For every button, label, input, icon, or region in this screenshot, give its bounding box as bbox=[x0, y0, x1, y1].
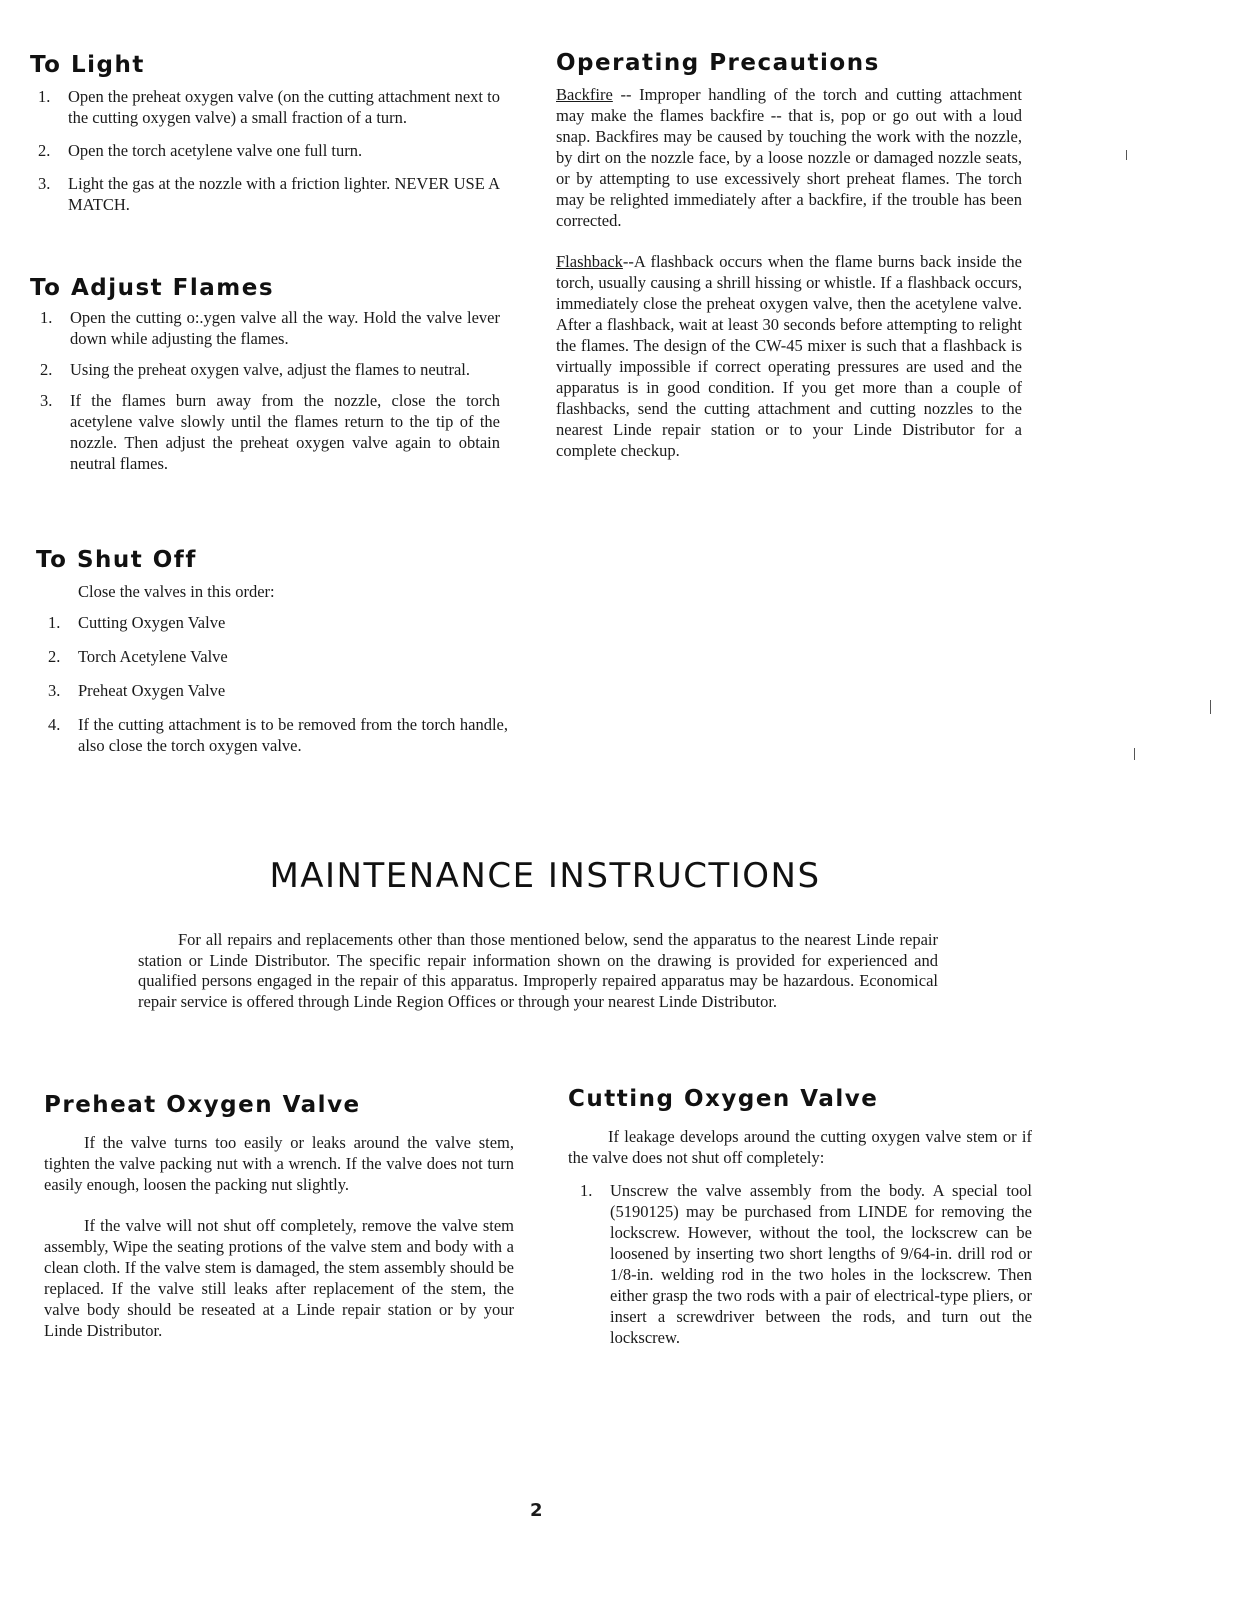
list-item: 4. If the cutting attachment is to be removed from the torch handle, also close the torch oxygen valve. bbox=[48, 715, 508, 755]
flashback-text: --A flashback occurs when the flame burns back inside the torch, usually causing a shrill hissing or whistle. If a flashback occurs, immediately close the preheat oxygen valve, then the acetylene valve. After a flashback, wait at least 30 seconds before attempting to relight the flames. The design of the CW-45 mixer is such that a flashback is virtually impossible if correct operating pressures are used and the apparatus is in good condition. If you get more than a couple of flashbacks, send the cutting attachment and cutting nozzles to the nearest Linde repair station or to your Linde Distributor for a complete checkup. bbox=[556, 252, 1022, 460]
precautions-section bbox=[556, 50, 1022, 461]
list-item: 3. If the flames burn away from the nozzle, close the torch acetylene valve slowly until the flames return to the tip of the nozzle. Then adjust the preheat oxygen valve again to obtain neutral flames. bbox=[40, 391, 500, 473]
preheat-valve-p2: If the valve will not shut off completely, remove the valve stem assembly, Wipe the seating protions of the valve stem and body with a clean cloth. If the valve stem is damaged, the stem assembly should be replaced. If the valve still leaks after replacement of the stem, the valve body should be reseated at a Linde repair station or by your Linde Distributor. bbox=[44, 1216, 514, 1340]
list-item: 1. Open the cutting o:.ygen valve all the way. Hold the valve lever down while adjusting the flames. bbox=[40, 308, 500, 348]
list-item-text: Open the cutting o:.ygen valve all the way. Hold the valve lever down while adjusting the flames. bbox=[70, 308, 500, 348]
list-item: 3. Preheat Oxygen Valve bbox=[48, 680, 508, 701]
scan-mark bbox=[1126, 150, 1127, 160]
list-item: 2. Open the torch acetylene valve one full turn. bbox=[38, 140, 500, 161]
shut-off-heading: To Shut Off bbox=[36, 547, 197, 573]
maintenance-title: MAINTENANCE INSTRUCTIONS bbox=[269, 856, 821, 896]
list-item-text: Unscrew the valve assembly from the body. A special tool (5190125) may be purchased from LINDE for removing the lockscrew. However, without the tool, the lockscrew can be loosened by inserting two short lengths of 9/64-in. drill rod or 1/8-in. welding rod in the two holes in the lockscrew. Then either grasp the two rods with a pair of electrical-type pliers, or insert a screwdriver between the rods, and turn out the lockscrew. bbox=[610, 1181, 1032, 1347]
maintenance-intro: For all repairs and replacements other than those mentioned below, send the apparatus to the nearest Linde repair station or Linde Distributor. The specific repair information shown on the drawing is provided for experienced and qualified persons engaged in the repair of this apparatus. Improperly repaired apparatus may be hazardous. Economical repair service is offered through Linde Region Offices or through your nearest Linde Distributor. bbox=[138, 930, 938, 1011]
cutting-valve-heading: Cutting Oxygen Valve bbox=[568, 1086, 879, 1112]
backfire-term: Backfire bbox=[556, 85, 613, 104]
shut-off-section bbox=[36, 547, 508, 756]
scan-mark bbox=[1134, 748, 1135, 760]
to-light-heading: To Light bbox=[30, 52, 145, 78]
list-item-text: Open the torch acetylene valve one full turn. bbox=[68, 141, 363, 160]
to-light-section bbox=[30, 52, 500, 215]
list-item-text: If the flames burn away from the nozzle, close the torch acetylene valve slowly until the flames return to the tip of the nozzle. Then adjust the preheat oxygen valve again to obtain neutral flames. bbox=[70, 391, 500, 473]
list-item-text: Light the gas at the nozzle with a friction lighter. NEVER USE A MATCH. bbox=[68, 174, 500, 214]
list-item: 1. Unscrew the valve assembly from the body. A special tool (5190125) may be purchased from LINDE for removing the lockscrew. However, without the tool, the lockscrew can be loosened by inserting two short lengths of 9/64-in. drill rod or 1/8-in. welding rod in the two holes in the lockscrew. Then either grasp the two rods with a pair of electrical-type pliers, or insert a screwdriver between the rods, and turn out the lockscrew. bbox=[580, 1181, 1032, 1347]
adjust-flames-section bbox=[30, 275, 500, 474]
preheat-valve-p1: If the valve turns too easily or leaks around the valve stem, tighten the valve packing nut with a wrench. If the valve does not turn easily enough, loosen the packing nut slightly. bbox=[44, 1133, 514, 1194]
flashback-term: Flashback bbox=[556, 252, 623, 271]
list-item-text: If the cutting attachment is to be removed from the torch handle, also close the torch oxygen valve. bbox=[78, 715, 508, 755]
flashback-paragraph bbox=[556, 251, 1022, 461]
preheat-valve-heading: Preheat Oxygen Valve bbox=[44, 1092, 361, 1118]
page-number: 2 bbox=[530, 1500, 543, 1521]
list-item: 3. Light the gas at the nozzle with a friction lighter. NEVER USE A MATCH. bbox=[38, 174, 500, 214]
backfire-text: -- Improper handling of the torch and cutting attachment may make the flames backfire -- that is, pop or go out with a loud snap. Backfires may be caused by touching the work with the nozzle, by dirt on the nozzle face, by a loose nozzle or damaged nozzle seats, or by attempting to use excessively short preheat flames. The torch may be relighted immediately after a backfire, if the trouble has been corrected. bbox=[556, 85, 1022, 230]
list-item-text: Using the preheat oxygen valve, adjust the flames to neutral. bbox=[70, 360, 471, 379]
list-item-text: Preheat Oxygen Valve bbox=[78, 681, 226, 700]
scan-mark bbox=[1210, 700, 1211, 714]
preheat-valve-section bbox=[44, 1092, 514, 1341]
backfire-paragraph bbox=[556, 84, 1022, 231]
cutting-valve-section bbox=[568, 1086, 1032, 1348]
list-item-text: Cutting Oxygen Valve bbox=[78, 613, 226, 632]
list-item-text: Torch Acetylene Valve bbox=[78, 647, 228, 666]
list-item-text: Open the preheat oxygen valve (on the cutting attachment next to the cutting oxygen valve) a small fraction of a turn. bbox=[68, 87, 500, 127]
precautions-heading: Operating Precautions bbox=[556, 50, 880, 76]
list-item: 1. Cutting Oxygen Valve bbox=[48, 612, 508, 633]
list-item: 1. Open the preheat oxygen valve (on the cutting attachment next to the cutting oxygen valve) a small fraction of a turn. bbox=[38, 87, 500, 127]
cutting-valve-intro: If leakage develops around the cutting oxygen valve stem or if the valve does not shut off completely: bbox=[568, 1127, 1032, 1167]
shut-off-intro: Close the valves in this order: bbox=[78, 582, 275, 601]
adjust-flames-heading: To Adjust Flames bbox=[30, 275, 275, 301]
list-item: 2. Torch Acetylene Valve bbox=[48, 646, 508, 667]
list-item: 2. Using the preheat oxygen valve, adjust the flames to neutral. bbox=[40, 359, 500, 380]
